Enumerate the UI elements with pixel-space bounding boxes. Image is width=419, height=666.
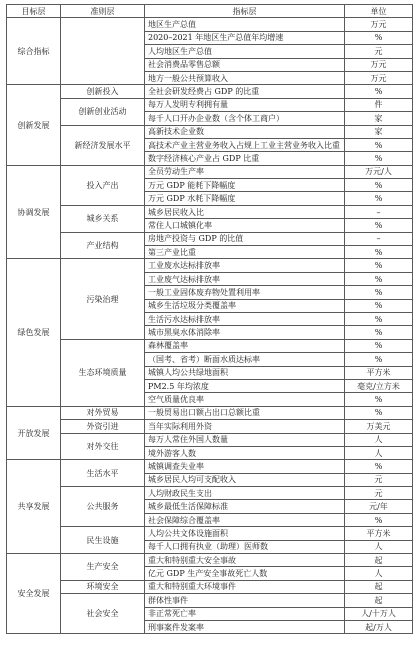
indicator-cell: 城镇调查失业率 [145,460,345,473]
criteria-cell: 新经济发展水平 [61,125,145,165]
criteria-cell: 创新创业活动 [61,98,145,125]
table-row [7,98,413,111]
table-row [7,125,413,138]
indicator-cell: 工业废气达标排放率 [145,272,345,285]
table-row [7,554,413,567]
goal-cell: 协调发展 [7,165,61,259]
indicator-cell: 城乡居民人均可支配收入 [145,473,345,486]
unit-cell: % [345,152,413,165]
criteria-cell [61,18,145,85]
unit-cell: % [345,513,413,526]
indicator-cell: 生活污水达标排放率 [145,312,345,325]
indicator-cell: 城乡最低生活保障标准 [145,500,345,513]
unit-cell: 人 [345,540,413,553]
unit-cell: 元 [345,473,413,486]
indicator-cell: 万元 GDP 能耗下降幅度 [145,179,345,192]
indicator-cell: 高技术产业主营业务收入占规上工业主营业务收入比重 [145,138,345,151]
indicator-cell: 数字经济核心产业占 GDP 比重 [145,152,345,165]
unit-cell: % [345,259,413,272]
table-row [7,594,413,607]
unit-cell: 万元 [345,18,413,31]
header-row [7,5,413,18]
criteria-cell: 污染治理 [61,259,145,339]
table-row [7,527,413,540]
indicator-cell: 一般贸易出口额占出口总额比重 [145,406,345,419]
unit-cell: 平方米 [345,366,413,379]
goal-cell: 绿色发展 [7,259,61,406]
indicator-cell: 人均地区生产总值 [145,45,345,58]
unit-cell: 元 [345,487,413,500]
indicator-cell: 地区生产总值 [145,18,345,31]
table-row [7,232,413,245]
indicator-table [6,4,413,634]
unit-cell: % [345,272,413,285]
unit-cell: 元 [345,45,413,58]
unit-cell: 万美元 [345,420,413,433]
indicator-cell: 全社会研发经费占 GDP 的比重 [145,85,345,98]
indicator-cell: 房地产投资与 GDP 的比值 [145,232,345,245]
indicator-cell: 重大和特别重大安全事故 [145,554,345,567]
unit-cell: % [345,299,413,312]
unit-cell: % [345,219,413,232]
unit-cell: 起 [345,594,413,607]
criteria-cell: 生活水平 [61,460,145,487]
table-row [7,205,413,218]
criteria-cell: 产业结构 [61,232,145,259]
unit-cell: % [345,460,413,473]
unit-cell: % [345,246,413,259]
unit-cell: 万元/人 [345,165,413,178]
header-indicator: 指标层 [145,5,345,18]
table-row [7,433,413,446]
indicator-cell: 城乡生活垃圾分类覆盖率 [145,299,345,312]
indicator-cell: 高新技术企业数 [145,125,345,138]
header-unit: 单位 [345,5,413,18]
table-row [7,259,413,272]
indicator-cell: 刑事案件发案率 [145,620,345,633]
unit-cell: % [345,192,413,205]
indicator-cell: 城镇人均公共绿地面积 [145,366,345,379]
unit-cell: % [345,326,413,339]
indicator-cell: 境外游客人数 [145,446,345,459]
criteria-cell: 创新投入 [61,85,145,98]
indicator-cell: 空气质量优良率 [145,393,345,406]
unit-cell: % [345,406,413,419]
indicator-cell: 非正常死亡率 [145,607,345,620]
unit-cell: 件 [345,98,413,111]
indicator-cell: PM2.5 年均浓度 [145,379,345,392]
indicator-cell: 人均公共文体设施面积 [145,527,345,540]
unit-cell: 毫克/立方米 [345,379,413,392]
indicator-cell: 人均财政民生支出 [145,487,345,500]
indicator-cell: 每千人口拥有执业（助理）医师数 [145,540,345,553]
unit-cell: % [345,312,413,325]
table-row [7,406,413,419]
goal-cell: 共享发展 [7,460,61,554]
goal-cell: 创新发展 [7,85,61,165]
unit-cell: 人 [345,446,413,459]
criteria-cell: 环境安全 [61,580,145,593]
unit-cell: 元/年 [345,500,413,513]
criteria-cell: 生产安全 [61,554,145,581]
goal-cell: 综合指标 [7,18,61,85]
indicator-cell: 每万人发明专利拥有量 [145,98,345,111]
table-row [7,165,413,178]
table-row [7,420,413,433]
unit-cell: % [345,179,413,192]
unit-cell: 家 [345,112,413,125]
table-row [7,339,413,352]
indicator-cell: 第三产业比重 [145,246,345,259]
table-row [7,460,413,473]
unit-cell: – [345,205,413,218]
goal-cell: 开放发展 [7,406,61,460]
indicator-cell: 全员劳动生产率 [145,165,345,178]
unit-cell: % [345,393,413,406]
unit-cell: % [345,138,413,151]
unit-cell: – [345,232,413,245]
indicator-cell: 城乡居民收入比 [145,205,345,218]
header-goal: 目标层 [7,5,61,18]
table-row [7,85,413,98]
unit-cell: 起 [345,580,413,593]
indicator-cell: 2020–2021 年地区生产总值年均增速 [145,31,345,44]
indicator-cell: 万元 GDP 水耗下降幅度 [145,192,345,205]
table-row [7,18,413,31]
table-row [7,580,413,593]
indicator-cell: 一般工业固体废弃物处置利用率 [145,286,345,299]
unit-cell: % [345,31,413,44]
unit-cell: 家 [345,125,413,138]
criteria-cell: 对外交往 [61,433,145,460]
indicator-cell: 重大和特别重大环境事件 [145,580,345,593]
criteria-cell: 城乡关系 [61,205,145,232]
unit-cell: % [345,286,413,299]
indicator-cell: 每千人口开办企业数（含个体工商户） [145,112,345,125]
unit-cell: 起/万人 [345,620,413,633]
criteria-cell: 外资引进 [61,420,145,433]
unit-cell: % [345,85,413,98]
unit-cell: 平方米 [345,527,413,540]
criteria-cell: 社会安全 [61,594,145,634]
indicator-cell: 地方一般公共预算收入 [145,71,345,84]
unit-cell: 万元 [345,71,413,84]
indicator-cell: 群体性事件 [145,594,345,607]
unit-cell: % [345,353,413,366]
criteria-cell: 投入产出 [61,165,145,205]
unit-cell: 人/十万人 [345,607,413,620]
table-body [7,18,413,634]
criteria-cell: 公共服务 [61,487,145,527]
header-criteria: 准则层 [61,5,145,18]
criteria-cell: 生态环境质量 [61,339,145,406]
unit-cell: 万元 [345,58,413,71]
criteria-cell: 对外贸易 [61,406,145,419]
unit-cell: 起 [345,554,413,567]
unit-cell: 人 [345,433,413,446]
indicator-cell: 亿元 GDP 生产安全事故死亡人数 [145,567,345,580]
unit-cell: 人 [345,567,413,580]
goal-cell: 安全发展 [7,554,61,634]
table-row [7,487,413,500]
indicator-cell: 社会消费品零售总额 [145,58,345,71]
criteria-cell: 民生设施 [61,527,145,554]
indicator-cell: 工业废水达标排放率 [145,259,345,272]
indicator-cell: 森林覆盖率 [145,339,345,352]
unit-cell: % [345,339,413,352]
indicator-cell: （国考、省考）断面水质达标率 [145,353,345,366]
indicator-cell: 社会保障综合覆盖率 [145,513,345,526]
indicator-cell: 常住人口城镇化率 [145,219,345,232]
indicator-cell: 城市黑臭水体消除率 [145,326,345,339]
indicator-cell: 每万人常住外国人数量 [145,433,345,446]
indicator-cell: 当年实际利用外资 [145,420,345,433]
